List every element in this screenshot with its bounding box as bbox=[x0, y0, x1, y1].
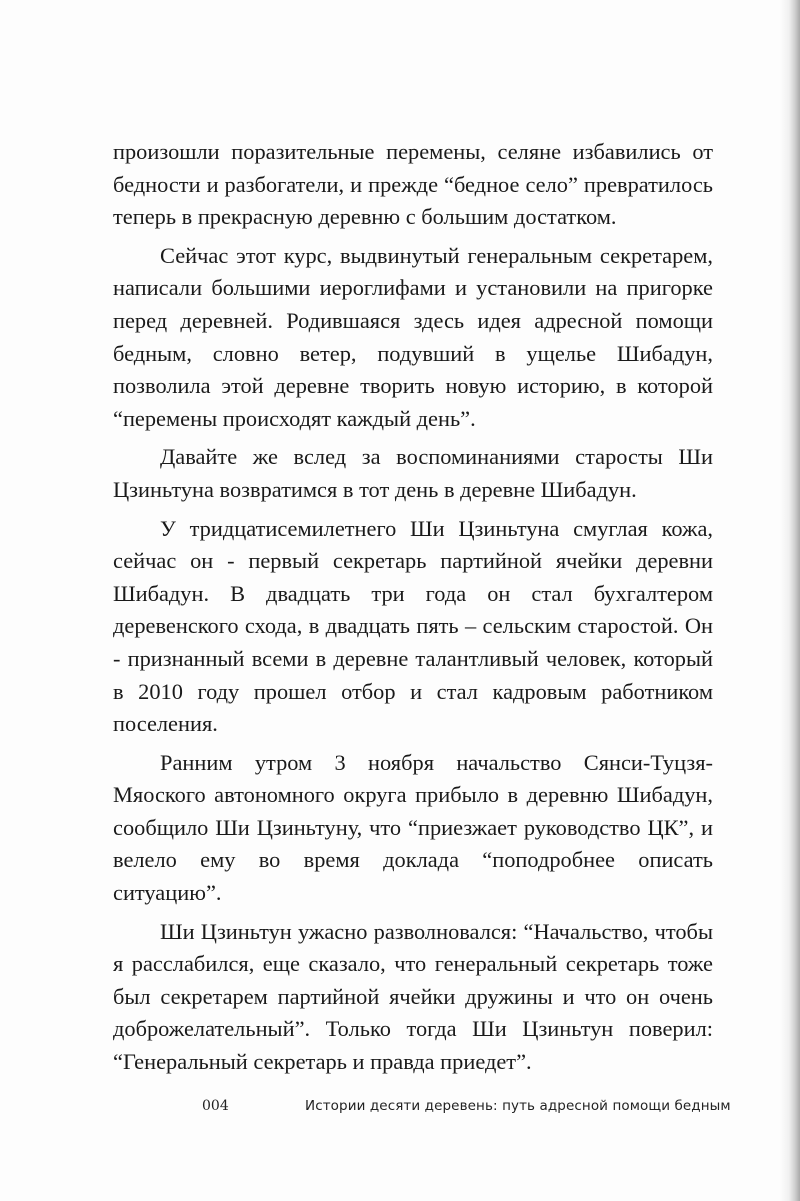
body-text bbox=[113, 136, 713, 1085]
paragraph: произошли поразительные перемены, селяне избавились от бедности и разбогатели, и прежде “бедное село” превратилось теперь в прекрасную деревню с большим достатком. bbox=[113, 139, 713, 230]
paragraph: У тридцатисемилетнего Ши Цзиньтуна смуглая кожа, сейчас он - первый секретарь партийной ячейки деревни Шибадун. В двадцать три года он стал бухгалтером деревенского схода, в двадцать пять – сельским старостой. Он - признанный всеми в деревне талантливый человек, который в 2010 году прошел отбор и стал кадровым работником поселения. bbox=[113, 515, 713, 737]
paragraph: Ши Цзиньтун ужасно разволновался: “Начальство, чтобы я расслабился, еще сказало, что генеральный секретарь тоже был секретарем партийной ячейки дружины и что он очень доброжелательный”. Только тогда Ши Цзиньтун поверил: “Генеральный секретарь и правда приедет”. bbox=[113, 918, 713, 1075]
paragraph: Сейчас этот курс, выдвинутый генеральным секретарем, написали большими иероглифами и установили на пригорке перед деревней. Родившаяся здесь идея адресной помощи бедным, словно ветер, подувший в ущелье Шибадун, позволила этой деревне творить новую историю, в которой “перемены происходят каждый день”. bbox=[113, 242, 713, 431]
running-title: Истории десяти деревень: путь адресной помощи бедным bbox=[305, 1098, 731, 1114]
page-edge-shadow bbox=[780, 0, 800, 1201]
paragraph: Ранним утром 3 ноября начальство Сянси-Туцзя-Мяоского автономного округа прибыло в деревню Шибадун, сообщило Ши Цзиньтуну, что “приезжает руководство ЦК”, и велело ему во время доклада “поподробнее описать ситуацию”. bbox=[113, 749, 713, 906]
page-number: 004 bbox=[202, 1098, 229, 1114]
paragraph: Давайте же вслед за воспоминаниями старосты Ши Цзиньтуна возвратимся в тот день в деревне Шибадун. bbox=[113, 444, 713, 502]
